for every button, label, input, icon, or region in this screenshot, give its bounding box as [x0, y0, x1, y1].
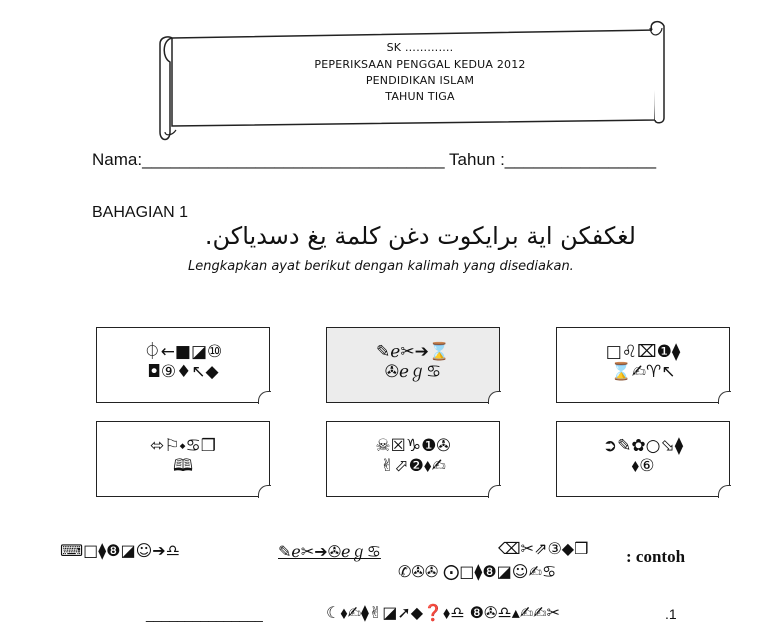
question-number: .1 [665, 606, 677, 622]
answer-blank[interactable]: _______________ [146, 606, 263, 622]
card-line: 🕮 [172, 456, 194, 476]
word-card [96, 421, 270, 497]
example-right-text-2: ✆✇✇ ⨀□⧫❽◪☺✍♋ [398, 562, 557, 581]
exam-title: PEPERIKSAAN PENGGAL KEDUA 2012 [314, 58, 526, 71]
card-line: ⬄⚐⬩♋❒ [149, 436, 217, 456]
example-label: : contoh [626, 547, 686, 566]
card-line: ⬧⑥ [631, 456, 655, 476]
card-line: ⏀←■◪⑩ [143, 342, 223, 362]
question-text: ☾⬧✍⧫✌◪➚◆❓⬧♎ ❽✇♎▴✍✍✂ [326, 603, 560, 622]
card-line: ➲✎✿○⬂⧫ [602, 436, 684, 456]
exam-school-line: SK …………. [386, 41, 454, 54]
page-curl-icon [718, 485, 731, 498]
instruction-malay: Lengkapkan ayat berikut dengan kalimah yang disediakan. [188, 259, 574, 274]
example-answer: ✎ℯ✂➔✇ℯℊ♋ [278, 542, 381, 561]
word-card [96, 327, 270, 403]
page-curl-icon [488, 391, 501, 404]
example-right-text: ⌫✂⇗③◆❒ [498, 539, 589, 558]
instruction-arabic: لغكفكن اية برايكوت دغن كلمة يغ دسدياكن. [204, 222, 636, 250]
card-line: ◘⑨♦↖◆ [147, 362, 219, 382]
section-title: BAHAGIAN 1 [92, 204, 189, 221]
example-left-text: ⌨□⧫❽◪☺➔♎ [60, 541, 181, 560]
card-line: ✎ℯ✂➔⌛ [376, 342, 450, 362]
exam-subject: PENDIDIKAN ISLAM [365, 74, 475, 87]
word-card [556, 327, 730, 403]
page-curl-icon [488, 485, 501, 498]
card-line: □♌⌧❶⧫ [605, 342, 681, 362]
card-line: ⌛✍♈↖ [610, 362, 676, 382]
word-card-used [326, 327, 500, 403]
exam-year: TAHUN TIGA [385, 90, 455, 103]
student-name-year-line: Nama:________________________________ Tahun :________________ [92, 150, 657, 169]
card-line: ✌⬀❷⬧✍ [380, 456, 446, 476]
word-card [556, 421, 730, 497]
card-line: ✇ℯℊ♋ [384, 362, 442, 382]
page-curl-icon [258, 391, 271, 404]
word-card [326, 421, 500, 497]
page-curl-icon [718, 391, 731, 404]
page-curl-icon [258, 485, 271, 498]
card-line: ☠☒♑❶✇ [375, 436, 451, 456]
